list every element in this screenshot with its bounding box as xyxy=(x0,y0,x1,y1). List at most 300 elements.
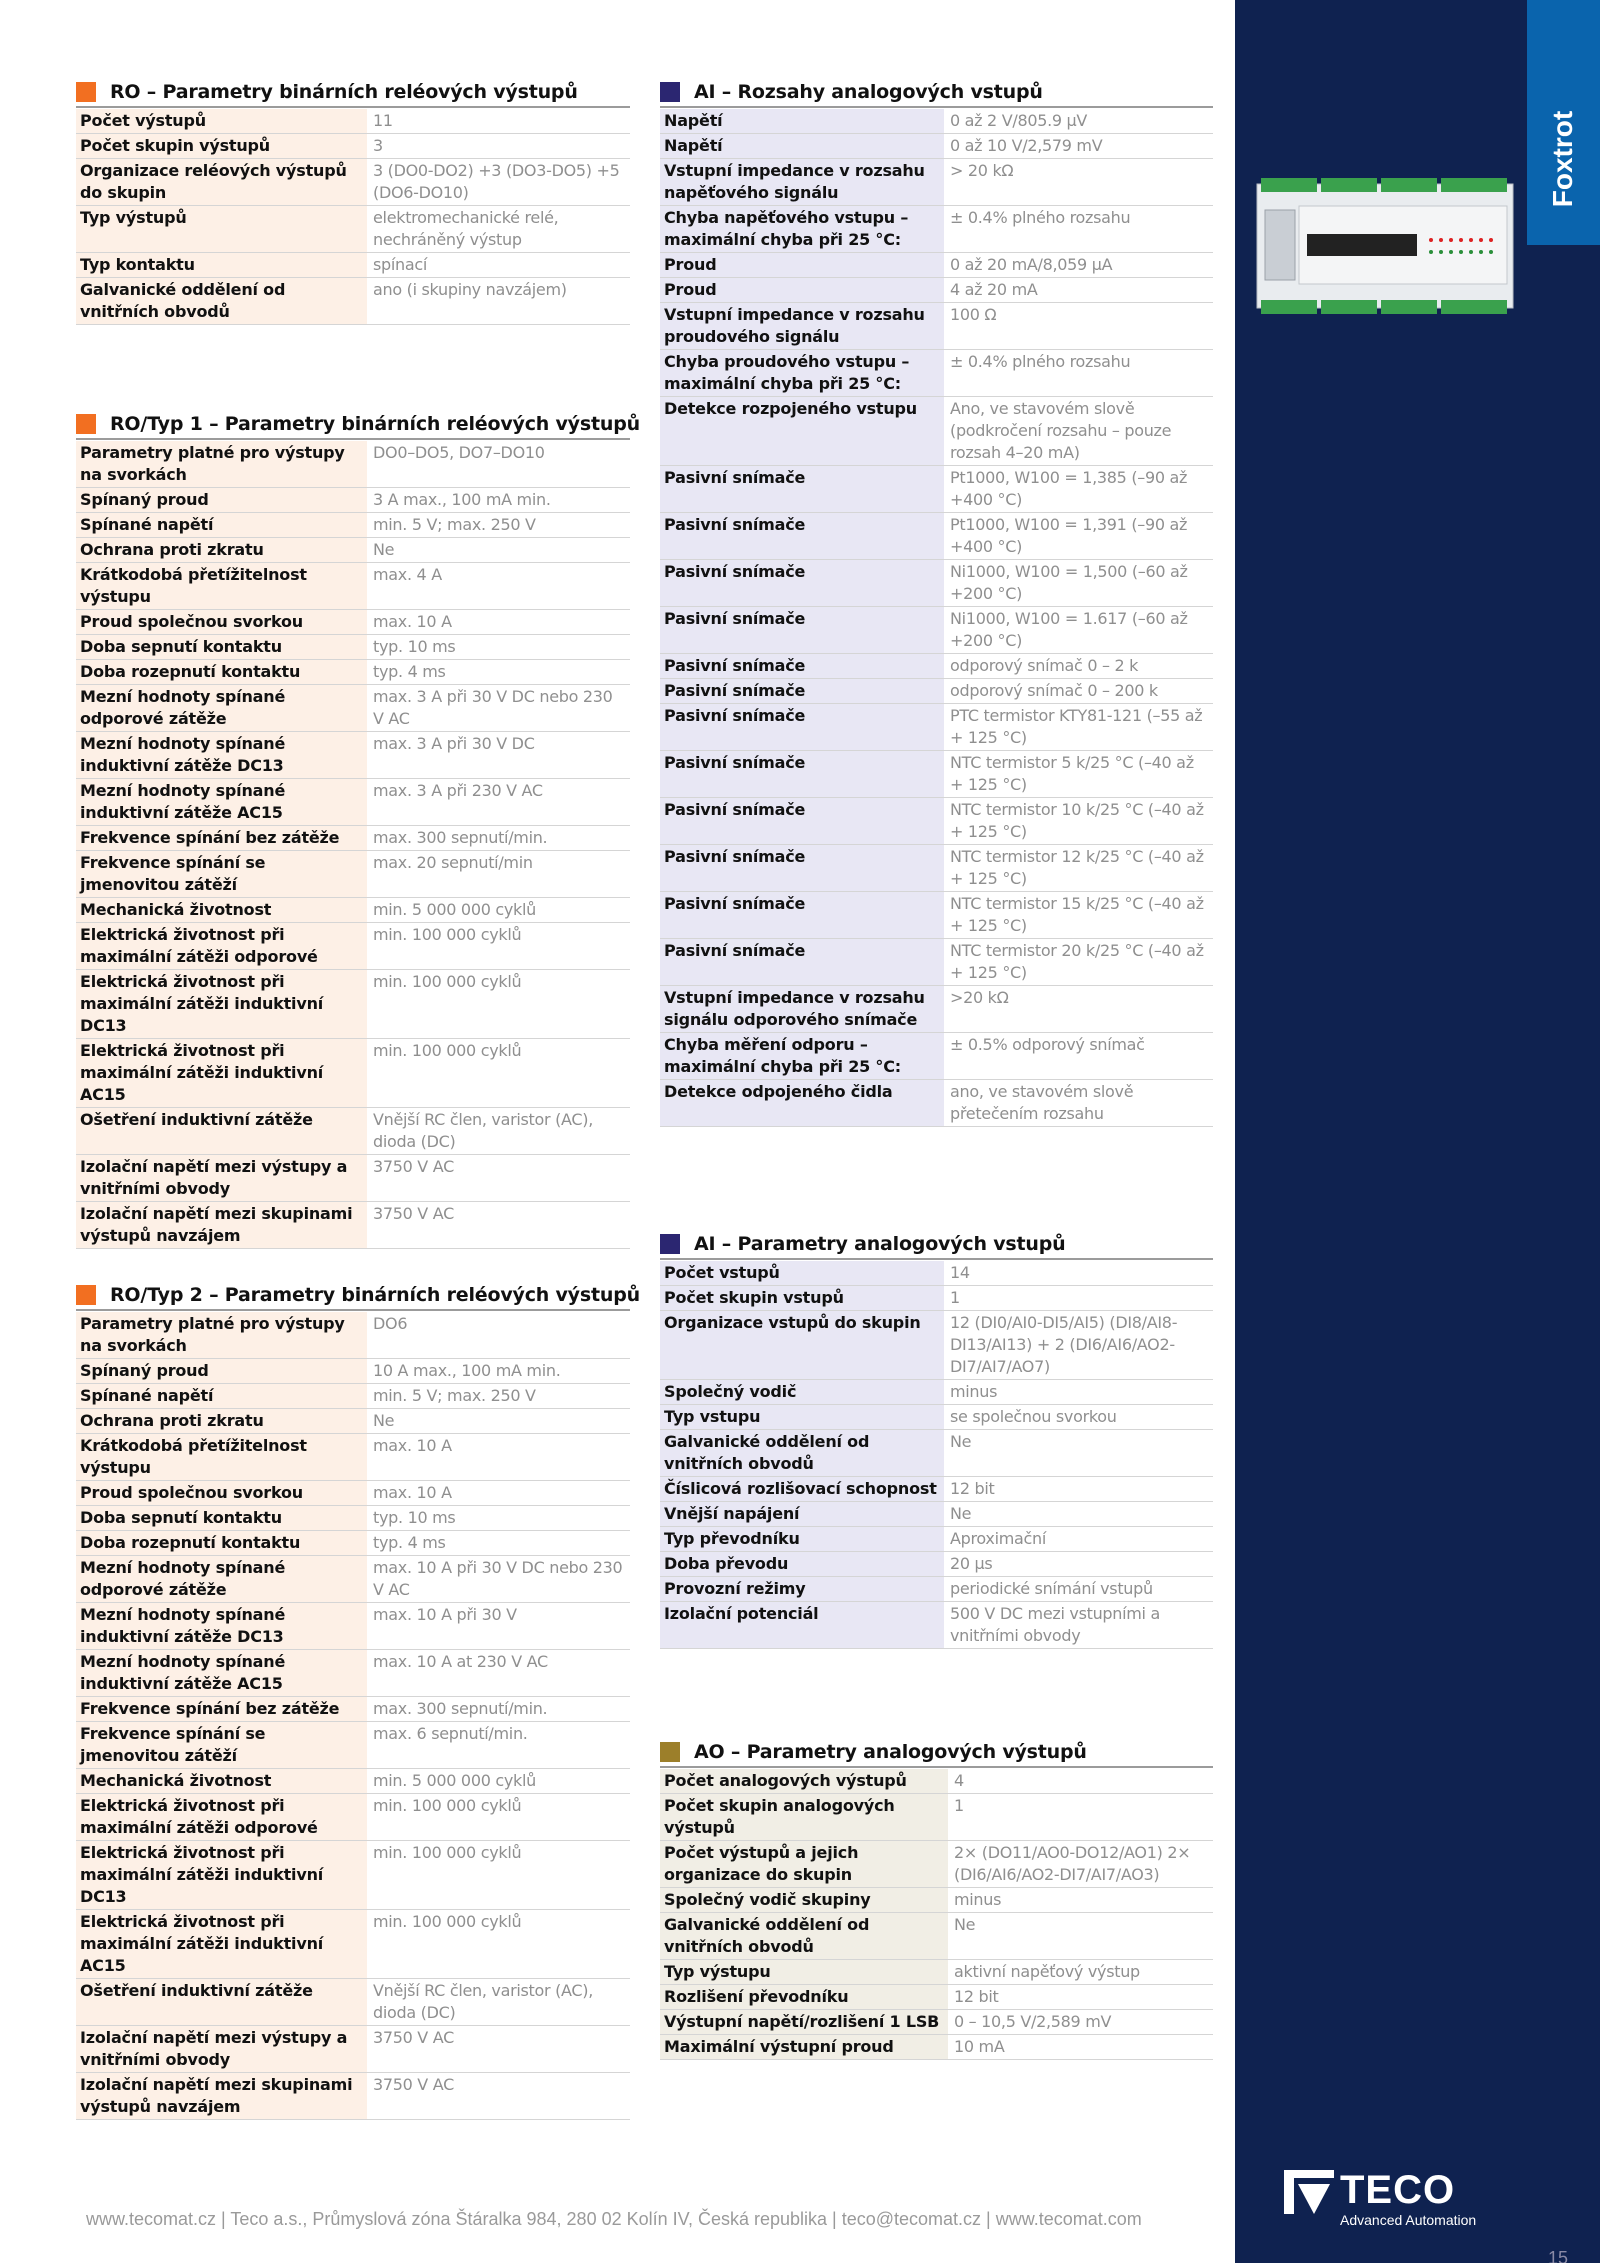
table-row xyxy=(660,134,1213,159)
param-name: Spínaný proud xyxy=(76,1359,367,1384)
table-row xyxy=(660,303,1213,350)
table-row xyxy=(660,1985,1213,2010)
param-name: Galvanické oddělení od vnitřních obvodů xyxy=(76,278,367,325)
section-ro-typ2 xyxy=(76,1283,640,2120)
param-value: 3 (DO0-DO2) +3 (DO3-DO5) +5 (DO6-DO10) xyxy=(367,159,630,206)
param-name: Mezní hodnoty spínané odporové zátěže xyxy=(76,1556,367,1603)
param-name: Organizace reléových výstupů do skupin xyxy=(76,159,367,206)
section-marker-ai-ranges xyxy=(660,82,680,102)
param-value: max. 10 A při 30 V DC nebo 230 V AC xyxy=(367,1556,630,1603)
param-value: max. 10 A xyxy=(367,1434,630,1481)
table-row xyxy=(76,1506,630,1531)
param-name: Mechanická životnost xyxy=(76,898,367,923)
table-row xyxy=(76,134,630,159)
table-row xyxy=(660,1380,1213,1405)
param-value: min. 100 000 cyklů xyxy=(367,1910,630,1979)
param-value: > 20 kΩ xyxy=(944,159,1213,206)
table-row xyxy=(660,1769,1213,1794)
table-row xyxy=(76,898,630,923)
table-row xyxy=(76,1769,630,1794)
section-marker-ao xyxy=(660,1742,680,1762)
table-row xyxy=(76,1481,630,1506)
param-value: ± 0.5% odporový snímač xyxy=(944,1033,1213,1080)
param-name: Spínané napětí xyxy=(76,1384,367,1409)
param-value: 0 – 10,5 V/2,589 mV xyxy=(948,2010,1213,2035)
param-value: Ni1000, W100 = 1,500 (–60 až +200 °C) xyxy=(944,560,1213,607)
table-row xyxy=(76,206,630,253)
table-row xyxy=(76,441,630,488)
logo-subtitle: Advanced Automation xyxy=(1340,2212,1477,2228)
param-name: Pasivní snímače xyxy=(660,798,944,845)
param-value: Vnější RC člen, varistor (AC), dioda (DC) xyxy=(367,1108,630,1155)
param-value: 2× (DO11/AO0-DO12/AO1) 2× (DI6/AI6/AO2-DI7/AI7/AO3) xyxy=(948,1841,1213,1888)
param-value: Ano, ve stavovém slově (podkročení rozsahu – pouze rozsah 4–20 mA) xyxy=(944,397,1213,466)
param-value: Ne xyxy=(367,538,630,563)
param-value: ± 0.4% plného rozsahu xyxy=(944,350,1213,397)
param-value: 14 xyxy=(944,1261,1213,1286)
param-value: spínací xyxy=(367,253,630,278)
table-row xyxy=(76,278,630,325)
param-name: Pasivní snímače xyxy=(660,892,944,939)
param-name: Pasivní snímače xyxy=(660,654,944,679)
param-name: Elektrická životnost při maximální zátěži odporové xyxy=(76,1794,367,1841)
table-row xyxy=(660,206,1213,253)
param-value: max. 10 A xyxy=(367,610,630,635)
section-marker-ai-params xyxy=(660,1234,680,1254)
param-value: 0 až 20 mA/8,059 μA xyxy=(944,253,1213,278)
param-value: Ne xyxy=(948,1913,1213,1960)
param-name: Chyba proudového vstupu – maximální chyba při 25 °C: xyxy=(660,350,944,397)
param-value: elektromechanické relé, nechráněný výstup xyxy=(367,206,630,253)
param-value: 3750 V AC xyxy=(367,2073,630,2120)
table-row xyxy=(76,1312,630,1359)
param-value: PTC termistor KTY81-121 (–55 až + 125 °C) xyxy=(944,704,1213,751)
param-value: DO6 xyxy=(367,1312,630,1359)
param-name: Frekvence spínání bez zátěže xyxy=(76,826,367,851)
param-value: Ne xyxy=(944,1502,1213,1527)
param-name: Izolační napětí mezi výstupy a vnitřními obvody xyxy=(76,1155,367,1202)
param-name: Počet analogových výstupů xyxy=(660,1769,948,1794)
param-name: Ošetření induktivní zátěže xyxy=(76,1108,367,1155)
param-name: Ochrana proti zkratu xyxy=(76,1409,367,1434)
param-name: Pasivní snímače xyxy=(660,679,944,704)
param-name: Počet výstupů a jejich organizace do skupin xyxy=(660,1841,948,1888)
param-value: min. 100 000 cyklů xyxy=(367,923,630,970)
param-name: Elektrická životnost při maximální zátěži induktivní AC15 xyxy=(76,1039,367,1108)
table-row xyxy=(660,1888,1213,1913)
param-name: Mezní hodnoty spínané induktivní zátěže DC13 xyxy=(76,1603,367,1650)
param-value: min. 100 000 cyklů xyxy=(367,970,630,1039)
param-value: 4 až 20 mA xyxy=(944,278,1213,303)
param-value: odporový snímač 0 – 2 k xyxy=(944,654,1213,679)
param-name: Maximální výstupní proud xyxy=(660,2035,948,2060)
param-name: Doba rozepnutí kontaktu xyxy=(76,660,367,685)
param-value: periodické snímání vstupů xyxy=(944,1577,1213,1602)
table-row xyxy=(660,1033,1213,1080)
table-row xyxy=(660,2035,1213,2060)
teco-logo xyxy=(1284,2168,1484,2228)
param-value: minus xyxy=(948,1888,1213,1913)
param-value: se společnou svorkou xyxy=(944,1405,1213,1430)
param-name: Pasivní snímače xyxy=(660,466,944,513)
param-name: Rozlišení převodníku xyxy=(660,1985,948,2010)
param-value: typ. 4 ms xyxy=(367,1531,630,1556)
table-row xyxy=(660,109,1213,134)
table-row xyxy=(660,397,1213,466)
param-name: Frekvence spínání se jmenovitou zátěží xyxy=(76,851,367,898)
param-value: max. 20 sepnutí/min xyxy=(367,851,630,898)
param-name: Elektrická životnost při maximální zátěži induktivní DC13 xyxy=(76,970,367,1039)
param-value: Aproximační xyxy=(944,1527,1213,1552)
param-value: Ni1000, W100 = 1.617 (–60 až +200 °C) xyxy=(944,607,1213,654)
param-value: 1 xyxy=(948,1794,1213,1841)
device-image xyxy=(1255,176,1515,316)
param-value: 1 xyxy=(944,1286,1213,1311)
param-name: Spínané napětí xyxy=(76,513,367,538)
param-value: ano, ve stavovém slově přetečením rozsahu xyxy=(944,1080,1213,1127)
param-name: Pasivní snímače xyxy=(660,704,944,751)
param-name: Proud společnou svorkou xyxy=(76,1481,367,1506)
table-row xyxy=(660,278,1213,303)
param-value: Vnější RC člen, varistor (AC), dioda (DC) xyxy=(367,1979,630,2026)
param-value: max. 10 A xyxy=(367,1481,630,1506)
table-row xyxy=(660,1286,1213,1311)
param-name: Mezní hodnoty spínané induktivní zátěže DC13 xyxy=(76,732,367,779)
param-name: Ochrana proti zkratu xyxy=(76,538,367,563)
sidebar xyxy=(1235,0,1600,2263)
param-name: Pasivní snímače xyxy=(660,560,944,607)
param-name: Vnější napájení xyxy=(660,1502,944,1527)
param-name: Výstupní napětí/rozlišení 1 LSB xyxy=(660,2010,948,2035)
param-name: Galvanické oddělení od vnitřních obvodů xyxy=(660,1430,944,1477)
param-name: Počet skupin analogových výstupů xyxy=(660,1794,948,1841)
param-name: Izolační napětí mezi výstupy a vnitřními obvody xyxy=(76,2026,367,2073)
param-value: Ne xyxy=(944,1430,1213,1477)
param-value: max. 300 sepnutí/min. xyxy=(367,1697,630,1722)
param-value: 12 (DI0/AI0-DI5/AI5) (DI8/AI8-DI13/AI13) + 2 (DI6/AI6/AO2-DI7/AI7/AO7) xyxy=(944,1311,1213,1380)
param-name: Mechanická životnost xyxy=(76,1769,367,1794)
param-value: min. 100 000 cyklů xyxy=(367,1841,630,1910)
param-name: Organizace vstupů do skupin xyxy=(660,1311,944,1380)
param-name: Typ vstupu xyxy=(660,1405,944,1430)
table-row xyxy=(660,798,1213,845)
param-name: Elektrická životnost při maximální zátěži odporové xyxy=(76,923,367,970)
param-value: max. 10 A at 230 V AC xyxy=(367,1650,630,1697)
section-ro-typ1 xyxy=(76,412,640,1249)
param-value: Ne xyxy=(367,1409,630,1434)
table-row xyxy=(76,1384,630,1409)
table-row xyxy=(660,939,1213,986)
param-value: 3 A max., 100 mA min. xyxy=(367,488,630,513)
param-name: Počet skupin vstupů xyxy=(660,1286,944,1311)
param-value: 3750 V AC xyxy=(367,1202,630,1249)
param-name: Izolační napětí mezi skupinami výstupů navzájem xyxy=(76,2073,367,2120)
section-title-ao: AO – Parametry analogových výstupů xyxy=(694,1741,1087,1763)
param-name: Izolační napětí mezi skupinami výstupů navzájem xyxy=(76,1202,367,1249)
table-row xyxy=(660,1552,1213,1577)
param-name: Ošetření induktivní zátěže xyxy=(76,1979,367,2026)
param-name: Typ výstupu xyxy=(660,1960,948,1985)
param-name: Vstupní impedance v rozsahu proudového signálu xyxy=(660,303,944,350)
table-row xyxy=(660,1502,1213,1527)
table-row xyxy=(76,1722,630,1769)
table-row xyxy=(660,1430,1213,1477)
section-title-ai-params: AI – Parametry analogových vstupů xyxy=(694,1233,1066,1255)
param-value: NTC termistor 10 k/25 °C (–40 až + 125 °C) xyxy=(944,798,1213,845)
table-row xyxy=(660,679,1213,704)
table-row xyxy=(660,1602,1213,1649)
param-name: Pasivní snímače xyxy=(660,607,944,654)
param-name: Číslicová rozlišovací schopnost xyxy=(660,1477,944,1502)
table-row xyxy=(76,1910,630,1979)
table-row xyxy=(76,779,630,826)
table-row xyxy=(660,513,1213,560)
table-row xyxy=(76,970,630,1039)
param-name: Krátkodobá přetížitelnost výstupu xyxy=(76,1434,367,1481)
param-name: Napětí xyxy=(660,134,944,159)
param-value: 3750 V AC xyxy=(367,2026,630,2073)
param-name: Parametry platné pro výstupy na svorkách xyxy=(76,441,367,488)
table-row xyxy=(76,1108,630,1155)
param-value: min. 100 000 cyklů xyxy=(367,1039,630,1108)
param-value: max. 6 sepnutí/min. xyxy=(367,1722,630,1769)
table-row xyxy=(76,1697,630,1722)
param-value: 500 V DC mezi vstupními a vnitřními obvody xyxy=(944,1602,1213,1649)
table-row xyxy=(76,513,630,538)
param-value: NTC termistor 5 k/25 °C (–40 až + 125 °C) xyxy=(944,751,1213,798)
param-name: Doba převodu xyxy=(660,1552,944,1577)
param-name: Počet vstupů xyxy=(660,1261,944,1286)
param-name: Parametry platné pro výstupy na svorkách xyxy=(76,1312,367,1359)
table-row xyxy=(76,732,630,779)
param-value: max. 3 A při 230 V AC xyxy=(367,779,630,826)
param-name: Typ výstupů xyxy=(76,206,367,253)
page-number: 15 xyxy=(1548,2248,1569,2263)
table-row xyxy=(76,1841,630,1910)
param-name: Provozní režimy xyxy=(660,1577,944,1602)
param-name: Doba rozepnutí kontaktu xyxy=(76,1531,367,1556)
table-row xyxy=(660,1794,1213,1841)
param-value: NTC termistor 20 k/25 °C (–40 až + 125 °C) xyxy=(944,939,1213,986)
logo-text: TECO xyxy=(1340,2168,1456,2212)
param-name: Společný vodič xyxy=(660,1380,944,1405)
param-value: typ. 10 ms xyxy=(367,1506,630,1531)
param-name: Mezní hodnoty spínané induktivní zátěže AC15 xyxy=(76,1650,367,1697)
table-row xyxy=(660,1841,1213,1888)
param-value: 10 mA xyxy=(948,2035,1213,2060)
table-row xyxy=(76,538,630,563)
section-title-ro2: RO/Typ 2 – Parametry binárních reléových výstupů xyxy=(110,1284,640,1306)
table-row xyxy=(76,1603,630,1650)
table-row xyxy=(660,159,1213,206)
table-row xyxy=(76,1556,630,1603)
param-name: Doba sepnutí kontaktu xyxy=(76,635,367,660)
table-row xyxy=(660,1577,1213,1602)
param-value: aktivní napěťový výstup xyxy=(948,1960,1213,1985)
param-value: 100 Ω xyxy=(944,303,1213,350)
param-name: Proud xyxy=(660,253,944,278)
param-name: Galvanické oddělení od vnitřních obvodů xyxy=(660,1913,948,1960)
table-row xyxy=(76,109,630,134)
param-value: Pt1000, W100 = 1,385 (–90 až +400 °C) xyxy=(944,466,1213,513)
param-name: Vstupní impedance v rozsahu napěťového signálu xyxy=(660,159,944,206)
param-name: Společný vodič skupiny xyxy=(660,1888,948,1913)
table-row xyxy=(660,607,1213,654)
param-value: Pt1000, W100 = 1,391 (–90 až +400 °C) xyxy=(944,513,1213,560)
param-value: max. 10 A při 30 V xyxy=(367,1603,630,1650)
footer-text: www.tecomat.cz | Teco a.s., Průmyslová zóna Štáralka 984, 280 02 Kolín IV, Česká republika | teco@tecomat.cz | www.tecomat.com xyxy=(86,2209,1142,2229)
table-row xyxy=(76,2073,630,2120)
param-name: Počet skupin výstupů xyxy=(76,134,367,159)
table-row xyxy=(660,1311,1213,1380)
section-ai-ranges xyxy=(660,80,1213,1127)
param-value: min. 5 V; max. 250 V xyxy=(367,1384,630,1409)
table-row xyxy=(76,1039,630,1108)
table-row xyxy=(660,253,1213,278)
param-name: Vstupní impedance v rozsahu signálu odporového snímače xyxy=(660,986,944,1033)
table-row xyxy=(76,826,630,851)
table-row xyxy=(660,1080,1213,1127)
table-row xyxy=(660,1477,1213,1502)
param-name: Pasivní snímače xyxy=(660,513,944,560)
param-name: Proud xyxy=(660,278,944,303)
param-name: Frekvence spínání se jmenovitou zátěží xyxy=(76,1722,367,1769)
table-row xyxy=(76,851,630,898)
param-name: Krátkodobá přetížitelnost výstupu xyxy=(76,563,367,610)
param-name: Detekce odpojeného čidla xyxy=(660,1080,944,1127)
param-value: max. 4 A xyxy=(367,563,630,610)
param-value: max. 3 A při 30 V DC xyxy=(367,732,630,779)
param-value: 11 xyxy=(367,109,630,134)
teco-logo-icon xyxy=(1284,2170,1334,2222)
param-name: Frekvence spínání bez zátěže xyxy=(76,1697,367,1722)
table-row xyxy=(660,1913,1213,1960)
param-name: Počet výstupů xyxy=(76,109,367,134)
param-value: max. 300 sepnutí/min. xyxy=(367,826,630,851)
param-name: Elektrická životnost při maximální zátěži induktivní DC13 xyxy=(76,1841,367,1910)
param-value: typ. 10 ms xyxy=(367,635,630,660)
table-row xyxy=(660,751,1213,798)
param-value: 10 A max., 100 mA min. xyxy=(367,1359,630,1384)
param-name: Elektrická životnost při maximální zátěži induktivní AC15 xyxy=(76,1910,367,1979)
param-name: Doba sepnutí kontaktu xyxy=(76,1506,367,1531)
table-row xyxy=(76,1650,630,1697)
table-row xyxy=(660,466,1213,513)
table-row xyxy=(76,563,630,610)
table-row xyxy=(660,845,1213,892)
param-name: Napětí xyxy=(660,109,944,134)
table-row xyxy=(76,1155,630,1202)
table-row xyxy=(660,1527,1213,1552)
param-value: 3 xyxy=(367,134,630,159)
param-name: Proud společnou svorkou xyxy=(76,610,367,635)
table-row xyxy=(76,923,630,970)
param-name: Pasivní snímače xyxy=(660,751,944,798)
table-row xyxy=(76,253,630,278)
param-value: 12 bit xyxy=(944,1477,1213,1502)
table-row xyxy=(660,986,1213,1033)
section-title-ro1: RO/Typ 1 – Parametry binárních reléových výstupů xyxy=(110,413,640,435)
param-value: NTC termistor 12 k/25 °C (–40 až + 125 °C) xyxy=(944,845,1213,892)
table-row xyxy=(76,1202,630,1249)
table-row xyxy=(76,685,630,732)
param-value: max. 3 A při 30 V DC nebo 230 V AC xyxy=(367,685,630,732)
param-value: ± 0.4% plného rozsahu xyxy=(944,206,1213,253)
param-value: odporový snímač 0 – 200 k xyxy=(944,679,1213,704)
param-name: Typ kontaktu xyxy=(76,253,367,278)
param-name: Chyba měření odporu – maximální chyba při 25 °C: xyxy=(660,1033,944,1080)
section-ro xyxy=(76,80,630,325)
section-ao-params xyxy=(660,1740,1213,2060)
table-row xyxy=(660,654,1213,679)
param-name: Mezní hodnoty spínané odporové zátěže xyxy=(76,685,367,732)
param-name: Pasivní snímače xyxy=(660,845,944,892)
product-tab xyxy=(1527,0,1600,245)
table-row xyxy=(76,1409,630,1434)
param-value: 0 až 2 V/805.9 μV xyxy=(944,109,1213,134)
section-marker-ro2 xyxy=(76,1285,96,1305)
param-value: min. 5 000 000 cyklů xyxy=(367,898,630,923)
table-row xyxy=(76,1794,630,1841)
table-row xyxy=(660,560,1213,607)
section-ai-params xyxy=(660,1232,1213,1649)
param-value: NTC termistor 15 k/25 °C (–40 až + 125 °C) xyxy=(944,892,1213,939)
section-marker-ro1 xyxy=(76,414,96,434)
param-name: Izolační potenciál xyxy=(660,1602,944,1649)
param-name: Mezní hodnoty spínané induktivní zátěže AC15 xyxy=(76,779,367,826)
table-row xyxy=(660,2010,1213,2035)
table-row xyxy=(76,1531,630,1556)
param-value: 0 až 10 V/2,579 mV xyxy=(944,134,1213,159)
table-row xyxy=(76,2026,630,2073)
param-name: Detekce rozpojeného vstupu xyxy=(660,397,944,466)
table-row xyxy=(76,159,630,206)
table-row xyxy=(76,1979,630,2026)
section-title-ai-ranges: AI – Rozsahy analogových vstupů xyxy=(694,81,1043,103)
param-value: min. 5 V; max. 250 V xyxy=(367,513,630,538)
section-marker-ro xyxy=(76,82,96,102)
table-row xyxy=(76,1434,630,1481)
table-row xyxy=(76,635,630,660)
param-value: min. 5 000 000 cyklů xyxy=(367,1769,630,1794)
table-row xyxy=(76,660,630,685)
param-value: min. 100 000 cyklů xyxy=(367,1794,630,1841)
param-value: >20 kΩ xyxy=(944,986,1213,1033)
param-value: 4 xyxy=(948,1769,1213,1794)
product-tab-label: Foxtrot xyxy=(1547,110,1579,208)
table-row xyxy=(660,1960,1213,1985)
table-row xyxy=(76,1359,630,1384)
param-value: 12 bit xyxy=(948,1985,1213,2010)
param-value: minus xyxy=(944,1380,1213,1405)
param-name: Pasivní snímače xyxy=(660,939,944,986)
param-value: 20 μs xyxy=(944,1552,1213,1577)
table-row xyxy=(660,350,1213,397)
param-name: Typ převodníku xyxy=(660,1527,944,1552)
table-row xyxy=(76,488,630,513)
table-row xyxy=(660,892,1213,939)
param-value: 3750 V AC xyxy=(367,1155,630,1202)
param-value: DO0–DO5, DO7–DO10 xyxy=(367,441,630,488)
param-name: Spínaný proud xyxy=(76,488,367,513)
table-row xyxy=(660,1405,1213,1430)
param-name: Chyba napěťového vstupu – maximální chyba při 25 °C: xyxy=(660,206,944,253)
table-row xyxy=(76,610,630,635)
table-row xyxy=(660,1261,1213,1286)
param-value: typ. 4 ms xyxy=(367,660,630,685)
table-row xyxy=(660,704,1213,751)
section-title-ro: RO – Parametry binárních reléových výstupů xyxy=(110,81,578,103)
